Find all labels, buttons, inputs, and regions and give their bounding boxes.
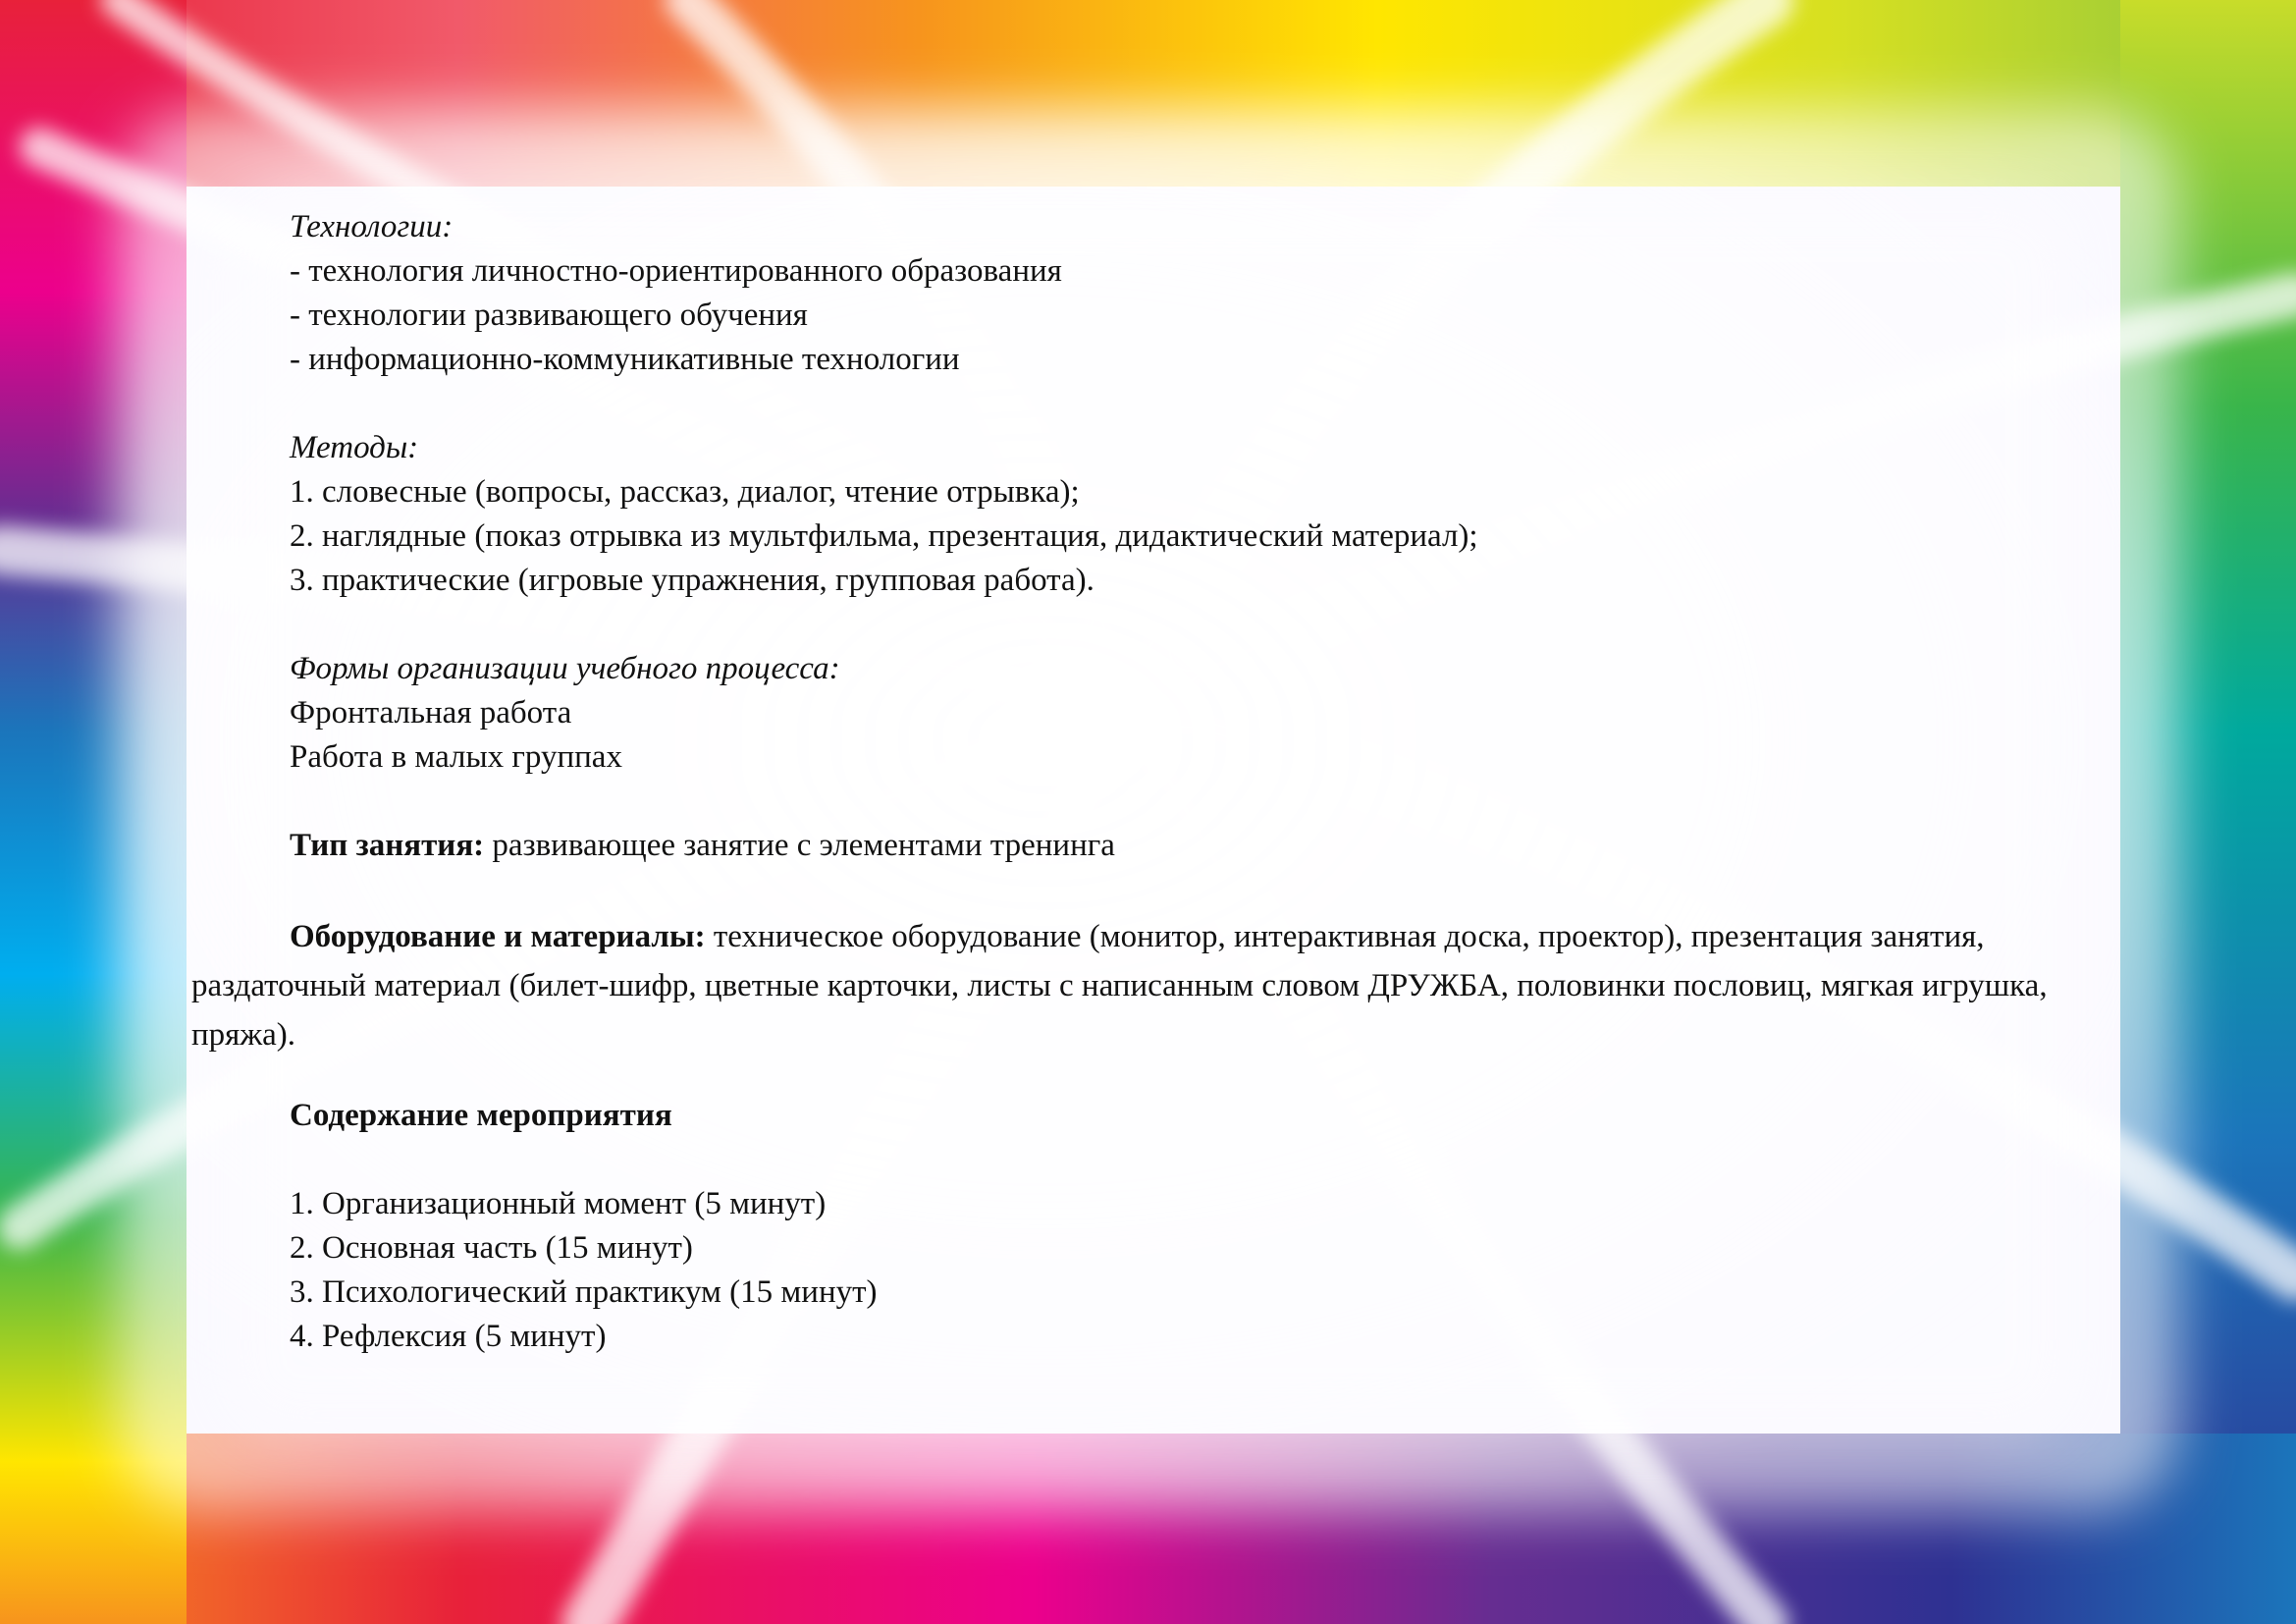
spacer [191, 603, 2145, 647]
methods-item: 2. наглядные (показ отрывка из мультфильма, презентация, дидактический материал); [290, 518, 1478, 554]
contents-item: 2. Основная часть (15 минут) [290, 1230, 693, 1266]
forms-heading: Формы организации учебного процесса: [290, 651, 840, 686]
lesson-type [191, 824, 2145, 868]
contents-item: 3. Психологический практикум (15 минут) [290, 1274, 878, 1310]
contents-item: 4. Рефлексия (5 минут) [290, 1319, 607, 1354]
spacer [191, 1059, 2145, 1094]
technologies-item: - технологии развивающего обучения [290, 298, 808, 333]
document-body [191, 205, 2145, 1359]
lesson-type-value: развивающее занятие с элементами тренинга [484, 828, 1115, 863]
technologies-heading: Технологии: [290, 209, 454, 244]
methods-heading: Методы: [290, 430, 419, 465]
methods-section [191, 426, 2145, 603]
spacer [191, 382, 2145, 426]
forms-section [191, 647, 2145, 780]
forms-item: Фронтальная работа [290, 695, 572, 731]
methods-item: 3. практические (игровые упражнения, групповая работа). [290, 563, 1095, 598]
technologies-item: - информационно-коммуникативные технологии [290, 342, 960, 377]
spacer [191, 868, 2145, 912]
contents-item: 1. Организационный момент (5 минут) [290, 1186, 827, 1221]
equipment-paragraph [191, 912, 2145, 1059]
technologies-section [191, 205, 2145, 382]
contents-heading: Содержание мероприятия [290, 1098, 672, 1133]
spacer [191, 1138, 2145, 1182]
equipment-label: Оборудование и материалы: [290, 919, 706, 954]
spacer [191, 780, 2145, 824]
forms-item: Работа в малых группах [290, 739, 622, 775]
methods-item: 1. словесные (вопросы, рассказ, диалог, чтение отрывка); [290, 474, 1080, 510]
contents-section [191, 1182, 2145, 1359]
technologies-item: - технология личностно-ориентированного образования [290, 253, 1062, 289]
lesson-type-label: Тип занятия: [290, 828, 485, 863]
equipment-value: техническое оборудование (монитор, интерактивная доска, проектор), презентация занятия, раздаточный материал (билет-шифр, цветные карточки, листы с написанным словом ДРУЖБА, половинки пословиц, мягкая игрушка, пряжа). [191, 919, 2048, 1053]
